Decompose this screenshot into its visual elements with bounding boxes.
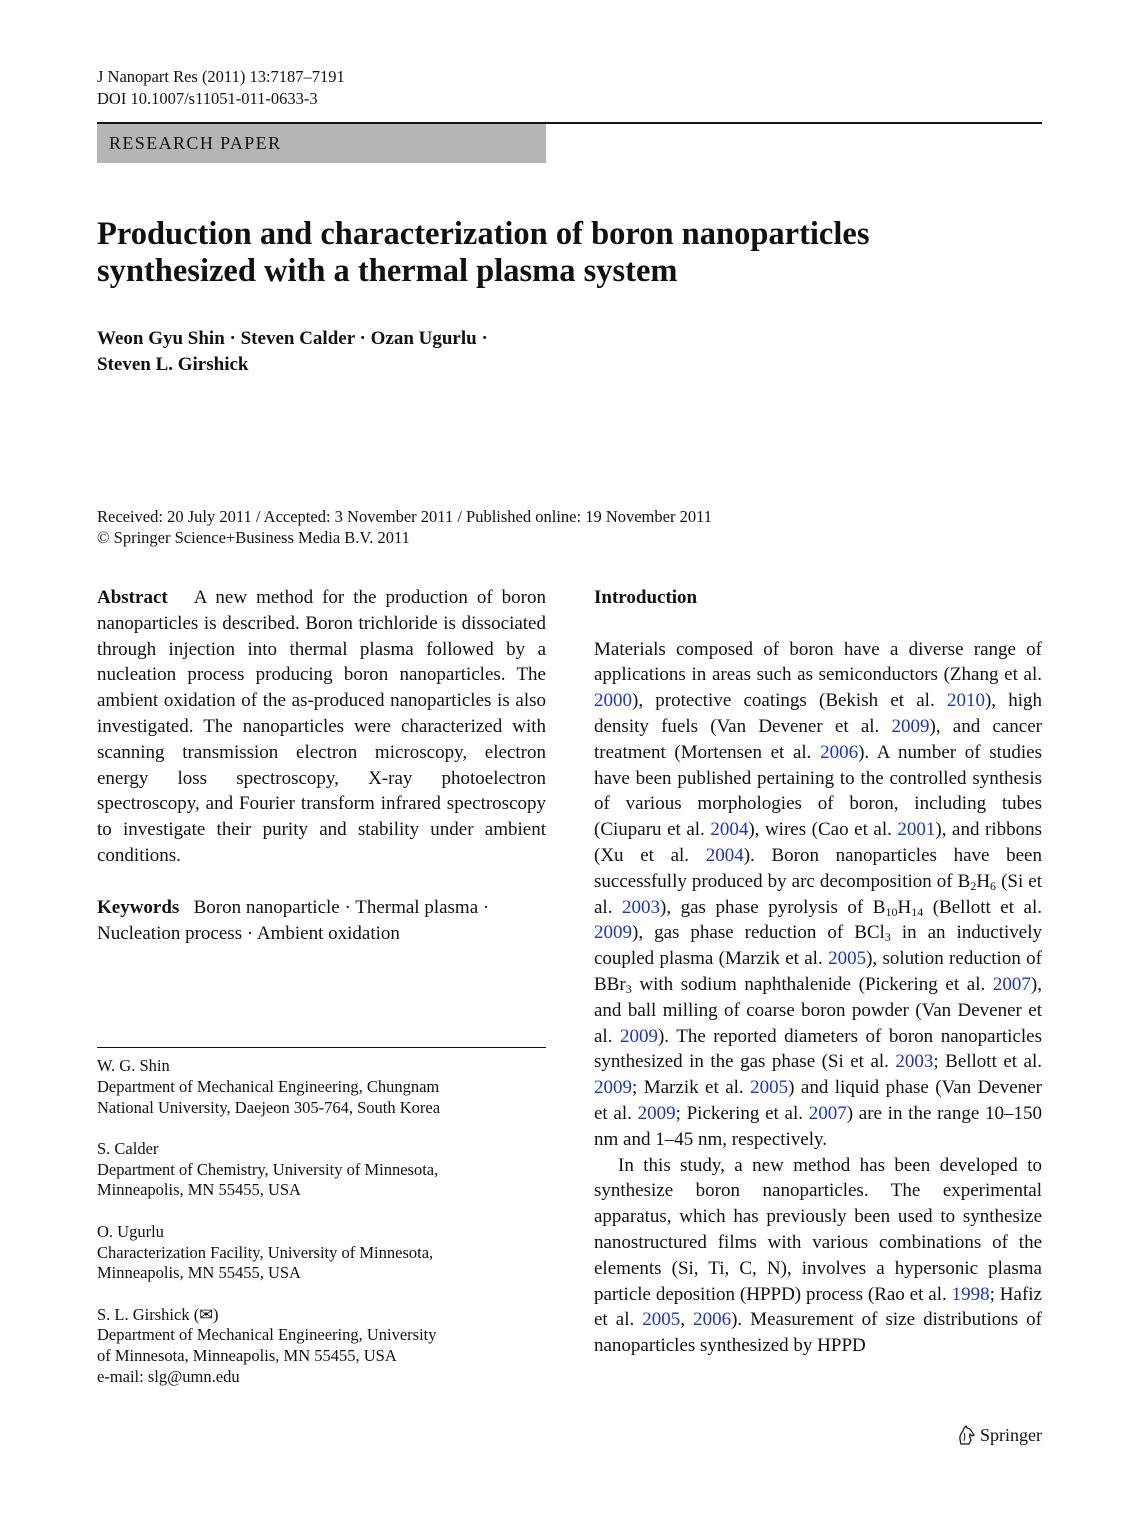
citation-link[interactable]: 2005 [642, 1309, 681, 1331]
introduction-heading: Introduction [594, 587, 698, 608]
publisher-name: Springer [980, 1425, 1042, 1445]
affiliation-shin [97, 1056, 546, 1118]
citation-link[interactable]: 2005 [828, 948, 867, 970]
affiliation-ugurlu [97, 1222, 546, 1284]
author-list [97, 326, 697, 378]
affiliation-line: of Minnesota, Minneapolis, MN 55455, USA [97, 1346, 397, 1366]
abstract-label: Abstract [97, 587, 168, 608]
citation-link[interactable]: 2004 [705, 844, 744, 866]
citation-link[interactable]: 2009 [891, 715, 930, 737]
affiliation-calder [97, 1139, 546, 1201]
affiliation-name: S. L. Girshick (✉) [97, 1304, 219, 1324]
email-link[interactable]: e-mail: slg@umn.edu [97, 1367, 240, 1387]
citation-link[interactable]: 2007 [992, 973, 1031, 995]
left-column [97, 585, 546, 946]
citation-link[interactable]: 2006 [693, 1309, 732, 1331]
abstract-text: A new method for the production of boron nanoparticles is described. Boron trichloride is dissociated through injection into thermal plasma followed by a nucleation process producing boron nanoparticles. The ambient oxidation of the as-produced nanoparticles is also investigated. The nanoparticles were characterized with scanning transmission electron microscopy, electron energy loss spectroscopy, X-ray photoelectron spectroscopy, and Fourier transform infrared spectroscopy to investigate their purity and stability under ambient conditions. [97, 587, 547, 866]
affiliation-line: Department of Mechanical Engineering, Chungnam [97, 1076, 440, 1096]
affiliation-line: National University, Daejeon 305-764, South Korea [97, 1097, 441, 1117]
citation-link[interactable]: 2003 [622, 896, 660, 918]
citation-link[interactable]: 2009 [594, 1077, 632, 1099]
citation-link[interactable]: 2005 [750, 1077, 789, 1099]
citation-link[interactable]: 2006 [820, 741, 859, 763]
keywords [97, 895, 546, 947]
authors-line-1: Weon Gyu Shin · Steven Calder · Ozan Ugurlu · [97, 328, 488, 349]
dates-line: Received: 20 July 2011 / Accepted: 3 November 2011 / Published online: 19 November 2011 [97, 507, 712, 526]
keywords-line-2: Nucleation process · Ambient oxidation [97, 922, 400, 944]
affiliations [97, 1056, 546, 1408]
citation-link[interactable]: 2009 [637, 1102, 676, 1124]
affiliation-line: Department of Mechanical Engineering, University [97, 1325, 437, 1345]
citation-link[interactable]: 2000 [594, 690, 632, 712]
citation-link[interactable]: 2001 [897, 819, 936, 841]
authors-line-2: Steven L. Girshick [97, 354, 249, 375]
publisher-logo [956, 1423, 1042, 1447]
title-line-2: synthesized with a thermal plasma system [97, 253, 678, 289]
affiliation-line: Department of Chemistry, University of Minnesota, [97, 1159, 439, 1179]
affiliation-line: Minneapolis, MN 55455, USA [97, 1180, 301, 1200]
affiliation-name: W. G. Shin [97, 1056, 170, 1075]
springer-horse-icon [956, 1424, 976, 1446]
citation-link[interactable]: 2010 [946, 690, 985, 712]
affiliation-name: S. Calder [97, 1138, 159, 1158]
title-line-1: Production and characterization of boron nanoparticles [97, 216, 870, 252]
introduction-paragraph-2: In this study, a new method has been developed to synthesize boron nanoparticles. The experimental apparatus, which has previously been used to synthesize nanostructured films with various combinations of the elements (Si, Ti, C, N), involves a hypersonic plasma particle deposition (HPPD) process (Rao et al. 1998; Hafiz et al. 2005, 2006). Measurement of size distributions of nanoparticles synthesized by HPPD [594, 1154, 1042, 1357]
affiliation-girshick [97, 1305, 546, 1388]
citation-link[interactable]: 1998 [951, 1283, 990, 1305]
citation-link[interactable]: 2007 [808, 1102, 847, 1124]
paper-title [97, 216, 1042, 290]
affiliation-rule [97, 1047, 546, 1048]
publication-dates [97, 506, 712, 548]
affiliation-name: O. Ugurlu [97, 1221, 164, 1241]
section-label: RESEARCH PAPER [97, 124, 546, 163]
journal-info [97, 66, 345, 110]
abstract [97, 585, 546, 869]
keywords-line-1: Boron nanoparticle · Thermal plasma · [193, 896, 490, 918]
right-column [594, 585, 1042, 1359]
citation-link[interactable]: 2009 [594, 922, 632, 944]
doi: DOI 10.1007/s11051-011-0633-3 [97, 89, 318, 108]
affiliation-line: Minneapolis, MN 55455, USA [97, 1263, 301, 1283]
copyright-line: © Springer Science+Business Media B.V. 2011 [97, 528, 410, 547]
citation-link[interactable]: 2004 [710, 819, 749, 841]
affiliation-line: Characterization Facility, University of Minnesota, [97, 1242, 434, 1262]
journal-citation: J Nanopart Res (2011) 13:7187–7191 [97, 67, 345, 86]
keywords-label: Keywords [97, 896, 180, 918]
citation-link[interactable]: 2003 [895, 1051, 934, 1073]
citation-link[interactable]: 2009 [619, 1025, 658, 1047]
introduction-paragraph-1: Materials composed of boron have a diverse range of applications in areas such as semiconductors (Zhang et al. 2000), protective coatings (Bekish et al. 2010), high density fuels (Van Devener et al. 2009), and cancer treatment (Mortensen et al. 2006). A number of studies have been published pertaining to the controlled synthesis of various morphologies of boron, including tubes (Ciuparu et al. 2004), wires (Cao et al. 2001), and ribbons (Xu et al. 2004). Boron nanoparticles have been successfully produced by arc decomposition of $B_2H_6$ (Si et al. 2003), gas phase pyrolysis of $B_{10}H_{14}$ (Bellott et al. 2009), gas phase reduction of BCl$_3$ in an inductively coupled plasma (Marzik et al. 2005), solution reduction of BBr$_3$ with sodium naphthalenide (Pickering et al. 2007), and ball milling of coarse boron powder (Van Devener et al. 2009). The reported diameters of boron nanoparticles synthesized in the gas phase (Si et al. 2003; Bellott et al. 2009; Marzik et al. 2005) and liquid phase (Van Devener et al. 2009; Pickering et al. 2007) are in the range 10–150 nm and 1–45 nm, respectively. [594, 638, 1043, 1150]
